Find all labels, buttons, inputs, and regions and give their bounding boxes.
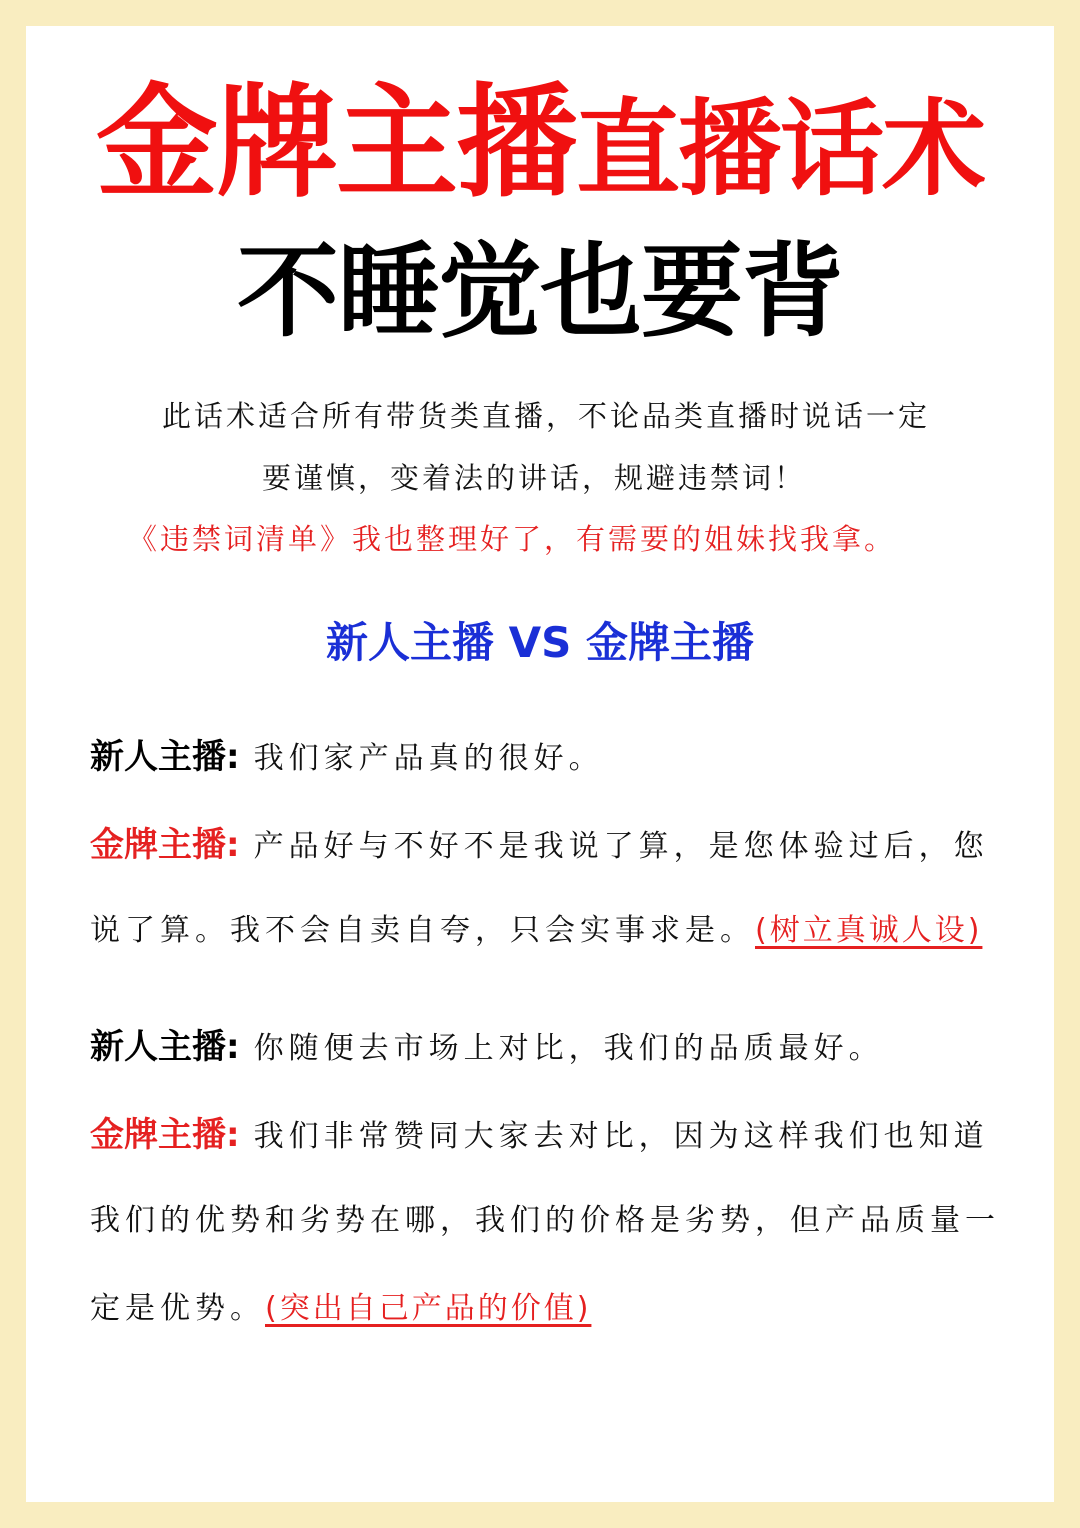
gold-text-line-3: 定是优势。 <box>90 1291 265 1326</box>
newbie-label: 新人主播: <box>90 1027 240 1067</box>
gold-label: 金牌主播: <box>90 1115 240 1155</box>
gold-text-line-1: 产品好与不好不是我说了算，是您体验过后，您 <box>253 829 989 864</box>
dialogue-2-gold-cont-1 <box>90 1203 1000 1238</box>
gold-text-line-2: 说了算。我不会自卖自夸，只会实事求是。 <box>90 913 755 948</box>
newbie-label: 新人主播: <box>90 737 240 777</box>
gold-text-line-2: 我们的优势和劣势在哪，我们的价格是劣势，但产品质量一 <box>90 1203 1000 1238</box>
main-title <box>0 72 1080 214</box>
dialogue-1-newbie <box>90 737 604 777</box>
dialogue-2-gold <box>90 1115 989 1155</box>
dialogue-2-newbie <box>90 1027 884 1067</box>
intro-line-3: 《违禁词清单》我也整理好了，有需要的姐妹找我拿。 <box>128 522 897 556</box>
title-part2: 直播话术 <box>575 88 984 210</box>
dialogue-2-note: (突出自己产品的价值) <box>265 1291 592 1326</box>
dialogue-1-gold <box>90 825 989 865</box>
gold-text-line-1: 我们非常赞同大家去对比，因为这样我们也知道 <box>253 1119 989 1154</box>
gold-label: 金牌主播: <box>90 825 240 865</box>
intro-line-1: 此话术适合所有带货类直播，不论品类直播时说话一定 <box>162 399 931 433</box>
newbie-text: 你随便去市场上对比，我们的品质最好。 <box>253 1031 884 1066</box>
dialogue-2-gold-cont-2 <box>90 1291 592 1326</box>
intro-line-2: 要谨慎，变着法的讲话，规避违禁词！ <box>262 461 807 495</box>
sub-title: 不睡觉也要背 <box>237 233 843 352</box>
newbie-text: 我们家产品真的很好。 <box>253 741 604 776</box>
dialogue-1-gold-cont <box>90 913 983 948</box>
compare-heading: 新人主播 VS 金牌主播 <box>326 618 754 667</box>
dialogue-1-note: (树立真诚人设) <box>755 913 983 948</box>
title-part1: 金牌主播 <box>95 72 576 214</box>
